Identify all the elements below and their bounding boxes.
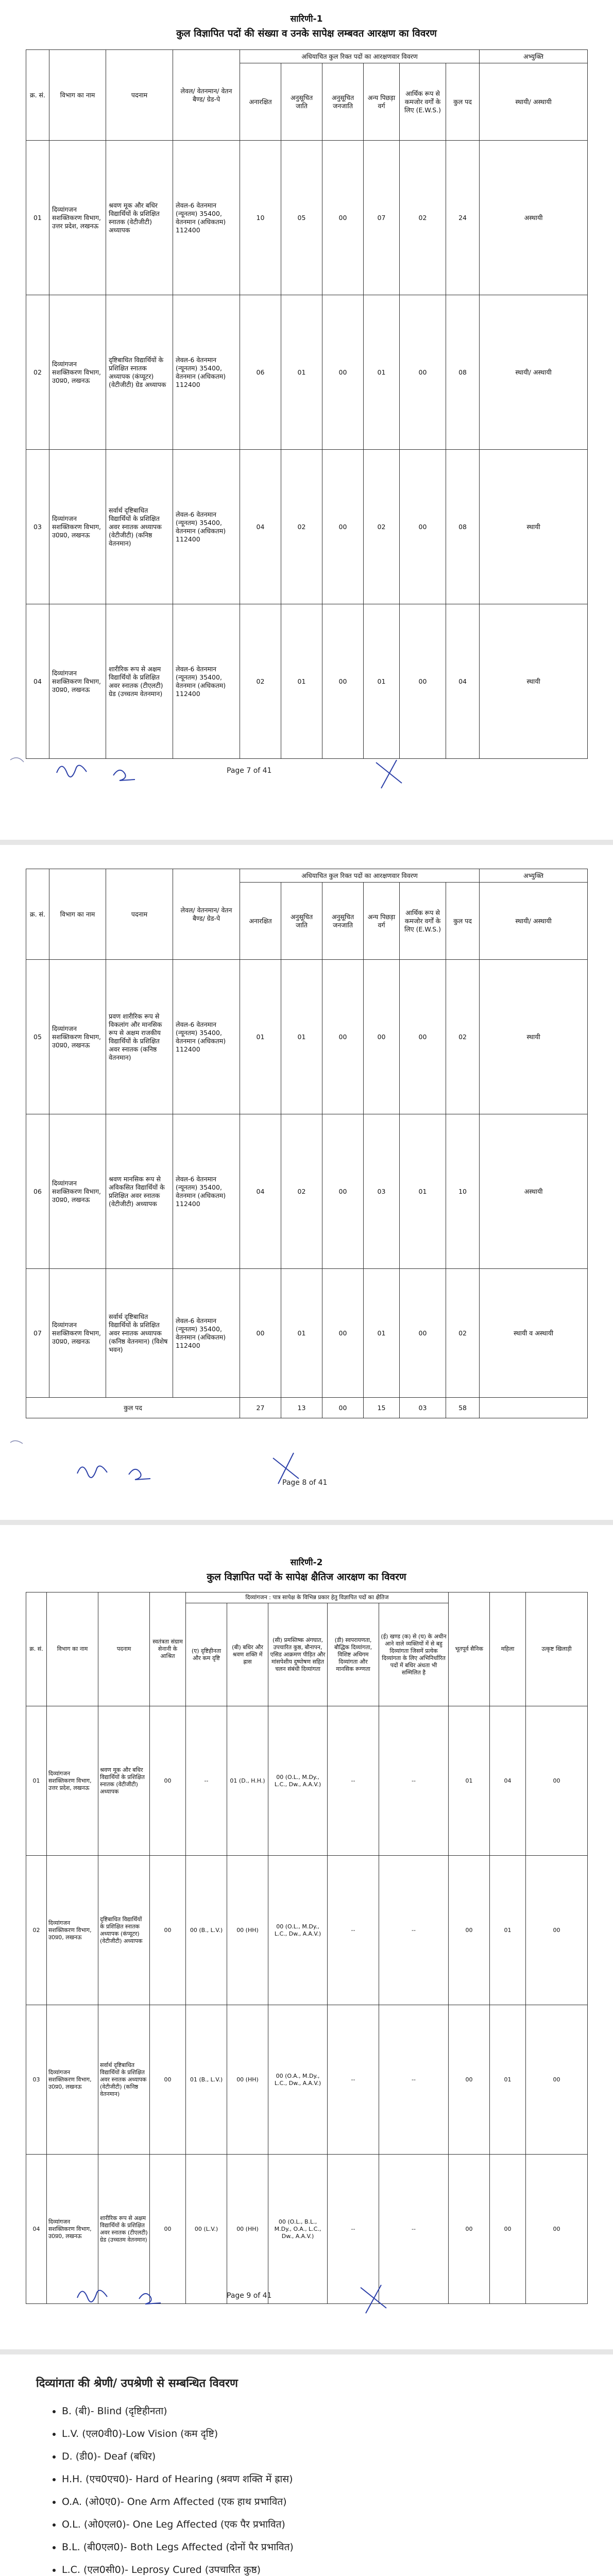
- cell-sn: 05: [26, 960, 49, 1114]
- table-row: [26, 141, 588, 295]
- cell-dept: दिव्यांगजन सशक्तिकरण विभाग, उ0प्र0, लखनऊ: [49, 960, 106, 1114]
- header-sports: उत्कृष्ट खिलाड़ी: [526, 1592, 588, 1706]
- horizontal-reservation-table: [26, 1592, 588, 2304]
- vertical-reservation-table-part2: [26, 869, 588, 1418]
- cell-ur: 04: [240, 450, 281, 604]
- cell-ews: 00: [400, 604, 446, 759]
- annex2-title: कुल विज्ञापित पदों के सापेक्ष क्षैतिज आरक्षण का विवरण: [207, 1571, 406, 1583]
- header-sn: क्र. सं.: [26, 1592, 47, 1706]
- cell-remark: स्थायी व अस्थायी: [480, 1269, 588, 1398]
- cell-b: 01 (D., H.H.): [227, 1706, 268, 1856]
- cell-dept: दिव्यांगजन सशक्तिकरण विभाग, उ0प्र0, लखनऊ: [49, 450, 106, 604]
- header-ur: अनारक्षित: [240, 883, 281, 960]
- header-post: पदनाम: [106, 50, 173, 141]
- header-ex-servicemen: भूतपूर्व सैनिक: [449, 1592, 490, 1706]
- disability-category-list: [36, 2375, 327, 2576]
- header-cat-c: (सी) प्रमस्तिष्क अंगघात, उपचारित कुष्ठ, बौनापन, एसिड आक्रमण पीड़ित और मांसपेशीय दुष्पोषण सहित चलन संबंधी दिव्यांगता: [268, 1603, 328, 1706]
- cell-d: --: [328, 2005, 379, 2155]
- list-item: • H.H. (एच0एच0)- Hard of Hearing (श्रवण शक्ति में ह्रास): [62, 2468, 327, 2490]
- cell-ff: 00: [150, 2155, 186, 2304]
- cell-st: 00: [322, 1114, 364, 1269]
- cell-w: 00: [490, 2155, 526, 2304]
- cell-d: --: [328, 1706, 379, 1856]
- total-ur: 27: [240, 1398, 281, 1418]
- cell-ur: 00: [240, 1269, 281, 1398]
- signature-scribbles: [0, 752, 613, 799]
- cell-total: 04: [446, 604, 480, 759]
- header-cat-a: (ए) दृष्टिहीनता और कम दृष्टि: [186, 1603, 227, 1706]
- cell-level: लेवल-6 वेतनमान (न्यूनतम) 35400, वेतनमान (अधिकतम) 112400: [173, 960, 240, 1114]
- cell-sc: 01: [281, 1269, 322, 1398]
- cell-sn: 01: [26, 1706, 47, 1856]
- header-total: कुल पद: [446, 883, 480, 960]
- header-sn: क्र. सं.: [26, 50, 49, 141]
- cell-sc: 02: [281, 450, 322, 604]
- annex1-label: सारिणी-1: [290, 14, 323, 24]
- header-sn: क्र. सं.: [26, 869, 49, 960]
- header-obc: अन्य पिछड़ा वर्ग: [364, 63, 400, 141]
- page-number: Page 9 of 41: [227, 2292, 272, 2300]
- header-cat-e: (ई) खण्ड (क) से (घ) के अधीन आने वाले व्यक्तियों में से बहु दिव्यांगता जिसमें प्रत्येक दिव्यांगता के लिए अभिनिर्धारित पदों में बधिर अंधता भी सम्मिलित है: [379, 1603, 449, 1706]
- total-ews: 03: [400, 1398, 446, 1418]
- signature-strip: [0, 2277, 613, 2308]
- cell-dept: दिव्यांगजन सशक्तिकरण विभाग, उत्तर प्रदेश, लखनऊ: [49, 141, 106, 295]
- cell-ff: 00: [150, 2005, 186, 2155]
- cell-st: 00: [322, 604, 364, 759]
- cell-level: लेवल-6 वेतनमान (न्यूनतम) 35400, वेतनमान (अधिकतम) 112400: [173, 450, 240, 604]
- document-page-10: [0, 2354, 613, 2576]
- cell-remark: स्थायी: [480, 604, 588, 759]
- cell-post: श्रवण मूक और बधिर विद्यार्थियों के प्रशिक्षित स्नातक (वेटीजीटी) अध्यापक: [106, 141, 173, 295]
- cell-st: 00: [322, 960, 364, 1114]
- list-item: • O.L. (ओ0एल0)- One Leg Affected (एक पैर प्रभावित): [62, 2513, 327, 2536]
- cell-sp: 00: [526, 2155, 588, 2304]
- list-item: • L.V. (एल0वी0)-Low Vision (कम दृष्टि): [62, 2422, 327, 2445]
- header-ews: आर्थिक रूप से कमजोर वर्गों के लिए (E.W.S.): [400, 883, 446, 960]
- cell-sc: 01: [281, 960, 322, 1114]
- cell-a: 00 (L.V.): [186, 2155, 227, 2304]
- header-ur: अनारक्षित: [240, 63, 281, 141]
- document-page-8: [0, 845, 613, 1520]
- signature-scribbles: [0, 2277, 613, 2324]
- table-row: [26, 1114, 588, 1269]
- header-dept: विभाग का नाम: [49, 869, 106, 960]
- cell-st: 00: [322, 295, 364, 450]
- cell-b: 00 (HH): [227, 1856, 268, 2005]
- cell-sn: 03: [26, 450, 49, 604]
- page-number: Page 7 of 41: [227, 767, 272, 775]
- cell-a: 00 (B., L.V.): [186, 1856, 227, 2005]
- cell-d: --: [328, 1856, 379, 2005]
- cell-sn: 01: [26, 141, 49, 295]
- cell-e: --: [379, 1706, 449, 1856]
- cell-sp: 00: [526, 1856, 588, 2005]
- cell-obc: 02: [364, 450, 400, 604]
- cell-sn: 02: [26, 295, 49, 450]
- list-item: • D. (डी0)- Deaf (बधिर): [62, 2445, 327, 2468]
- header-remark: अभ्युक्ति: [480, 869, 588, 883]
- table-row: [26, 295, 588, 450]
- cell-b: 00 (HH): [227, 2155, 268, 2304]
- annex1-title: कुल विज्ञापित पदों की संख्या व उनके सापेक्ष लम्बवत आरक्षण का विवरण: [176, 28, 437, 39]
- header-sc: अनुसूचित जाति: [281, 883, 322, 960]
- cell-a: 01 (B., L.V.): [186, 2005, 227, 2155]
- page-separator: [0, 2349, 613, 2354]
- cell-dept: दिव्यांगजन सशक्तिकरण विभाग, उ0प्र0, लखनऊ: [49, 295, 106, 450]
- signature-strip: [0, 1437, 613, 1487]
- cell-post: सर्वार्थ दृष्टिबाधित विद्यार्थियों के प्रशिक्षित अवर स्नातक अध्यापक (वेटीजीटी) (कनिष्ठ वेतनमान): [106, 450, 173, 604]
- cell-total: 02: [446, 1269, 480, 1398]
- cell-w: 01: [490, 1856, 526, 2005]
- cell-ex: 00: [449, 2155, 490, 2304]
- cell-level: लेवल-6 वेतनमान (न्यूनतम) 35400, वेतनमान (अधिकतम) 112400: [173, 295, 240, 450]
- cell-post: सर्वार्थ दृष्टिबाधित विद्यार्थियों के प्रशिक्षित अवर स्नातक अध्यापक (कनिष्ठ वेतनमान) (विशेष भवन): [106, 1269, 173, 1398]
- header-level: लेवल/ वेतनमान/ वेतन बैण्ड/ ग्रेड-पे: [173, 869, 240, 960]
- header-total: कुल पद: [446, 63, 480, 141]
- cell-ur: 06: [240, 295, 281, 450]
- cell-level: लेवल-6 वेतनमान (न्यूनतम) 35400, वेतनमान (अधिकतम) 112400: [173, 604, 240, 759]
- header-post: पदनाम: [106, 869, 173, 960]
- cell-sn: 02: [26, 1856, 47, 2005]
- cell-post: शारीरिक रूप से अक्षम विद्यार्थियों के प्रशिक्षित अवर स्नातक (टीएलटी) ग्रेड (उच्चतम वेतनमान): [106, 604, 173, 759]
- list-item: • B. (बी)- Blind (दृष्टिहीनता): [62, 2400, 327, 2422]
- total-obc: 15: [364, 1398, 400, 1418]
- cell-sc: 01: [281, 604, 322, 759]
- cell-sc: 05: [281, 141, 322, 295]
- header-group: अधियाचित कुल रिक्त पदों का आरक्षणवार विवरण: [240, 869, 480, 883]
- cell-sn: 06: [26, 1114, 49, 1269]
- cell-d: --: [328, 2155, 379, 2304]
- cell-level: लेवल-6 वेतनमान (न्यूनतम) 35400, वेतनमान (अधिकतम) 112400: [173, 141, 240, 295]
- cell-total: 08: [446, 295, 480, 450]
- cell-ff: 00: [150, 1706, 186, 1856]
- total-sc: 13: [281, 1398, 322, 1418]
- total-st: 00: [322, 1398, 364, 1418]
- cell-remark: स्थायी: [480, 960, 588, 1114]
- cell-st: 00: [322, 1269, 364, 1398]
- cell-w: 04: [490, 1706, 526, 1856]
- cell-e: --: [379, 2155, 449, 2304]
- cell-ews: 00: [400, 295, 446, 450]
- cell-sp: 00: [526, 1706, 588, 1856]
- cell-ews: 00: [400, 450, 446, 604]
- table-row: [26, 2005, 588, 2155]
- list-item: • O.A. (ओ0ए0)- One Arm Affected (एक हाथ प्रभावित): [62, 2490, 327, 2513]
- cell-dept: दिव्यांगजन सशक्तिकरण विभाग, उ0प्र0, लखनऊ: [47, 2005, 98, 2155]
- cell-ex: 00: [449, 2005, 490, 2155]
- cell-total: 10: [446, 1114, 480, 1269]
- cell-sn: 03: [26, 2005, 47, 2155]
- header-ews: आर्थिक रूप से कमजोर वर्गों के लिए (E.W.S.): [400, 63, 446, 141]
- page-separator: [0, 1520, 613, 1525]
- cell-ex: 01: [449, 1706, 490, 1856]
- cell-sc: 02: [281, 1114, 322, 1269]
- cell-st: 00: [322, 141, 364, 295]
- cell-w: 01: [490, 2005, 526, 2155]
- header-freedom-fighter: स्वतंत्रता संग्राम सेनानी के आश्रित: [150, 1592, 186, 1706]
- header-group: अधियाचित कुल रिक्त पदों का आरक्षणवार विवरण: [240, 50, 480, 63]
- cell-total: 24: [446, 141, 480, 295]
- cell-remark: अस्थायी: [480, 1114, 588, 1269]
- cell-post: प्रवण शारीरिक रूप से विकलांग और मानसिक रूप से अक्षम राजकीय विद्यार्थियों के प्रशिक्षित अवर स्नातक (कनिष्ठ वेतनमान): [106, 960, 173, 1114]
- cell-sn: 07: [26, 1269, 49, 1398]
- cell-c: 00 (O.L., M.Dy., L.C., Dw., A.A.V.): [268, 1856, 328, 2005]
- cell-ff: 00: [150, 1856, 186, 2005]
- cell-dept: दिव्यांगजन सशक्तिकरण विभाग, उ0प्र0, लखनऊ: [49, 1269, 106, 1398]
- cell-post: दृष्टिबाधित विद्यार्थियों के प्रशिक्षित स्नातक अध्यापक (कंप्यूटर) (वेटीजीटी) ग्रेड अध्यापक: [106, 295, 173, 450]
- cell-post: सर्वार्थ दृष्टिबाधित विद्यार्थियों के प्रशिक्षित अवर स्नातक अध्यापक (वेटीजीटी) (कनिष्ठ वेतनमान): [98, 2005, 150, 2155]
- vertical-reservation-table-part1: [26, 49, 588, 759]
- cell-post: श्रवण मूक और बधिर विद्यार्थियों के प्रशिक्षित स्नातक (वेटीजीटी) अध्यापक: [98, 1706, 150, 1856]
- cell-dept: दिव्यांगजन सशक्तिकरण विभाग, उ0प्र0, लखनऊ: [47, 2155, 98, 2304]
- cell-obc: 07: [364, 141, 400, 295]
- header-sc: अनुसूचित जाति: [281, 63, 322, 141]
- cell-e: --: [379, 2005, 449, 2155]
- cell-obc: 01: [364, 604, 400, 759]
- table-row: [26, 604, 588, 759]
- cell-c: 00 (O.L., B.L., M.Dy., O.A., L.C., Dw., A.A.V.): [268, 2155, 328, 2304]
- cell-obc: 01: [364, 295, 400, 450]
- cell-c: 00 (O.A., M.Dy., L.C., Dw., A.A.V.): [268, 2005, 328, 2155]
- cell-dept: दिव्यांगजन सशक्तिकरण विभाग, उ0प्र0, लखनऊ: [49, 1114, 106, 1269]
- table-row: [26, 1269, 588, 1398]
- table-row: [26, 1706, 588, 1856]
- cell-remark: अस्थायी: [480, 141, 588, 295]
- cell-ews: 01: [400, 1114, 446, 1269]
- cell-post: शारीरिक रूप से अक्षम विद्यार्थियों के प्रशिक्षित अवर स्नातक (टीएलटी) ग्रेड (उच्चतम वेतनमान): [98, 2155, 150, 2304]
- page-separator: [0, 840, 613, 845]
- cell-total: 08: [446, 450, 480, 604]
- header-post: पदनाम: [98, 1592, 150, 1706]
- disability-list-title: दिव्यांगता की श्रेणी/ उपश्रेणी से सम्बन्धित विवरण: [36, 2377, 238, 2390]
- cell-level: लेवल-6 वेतनमान (न्यूनतम) 35400, वेतनमान (अधिकतम) 112400: [173, 1114, 240, 1269]
- cell-post: दृष्टिबाधित विद्यार्थियों के प्रशिक्षित स्नातक अध्यापक (कंप्यूटर) (वेटीजीटी) अध्यापक: [98, 1856, 150, 2005]
- header-remark: अभ्युक्ति: [480, 50, 588, 63]
- cell-sn: 04: [26, 2155, 47, 2304]
- cell-dept: दिव्यांगजन सशक्तिकरण विभाग, उ0प्र0, लखनऊ: [49, 604, 106, 759]
- table-row: [26, 450, 588, 604]
- total-row: [26, 1398, 588, 1418]
- table-row: [26, 1856, 588, 2005]
- header-st: अनुसूचित जनजाति: [322, 63, 364, 141]
- cell-ews: 00: [400, 960, 446, 1114]
- header-dept: विभाग का नाम: [49, 50, 106, 141]
- cell-sn: 04: [26, 604, 49, 759]
- list-item: • L.C. (एल0सी0)- Leprosy Cured (उपचारित कुष्ठ): [62, 2558, 327, 2576]
- cell-st: 00: [322, 450, 364, 604]
- cell-remark: स्थायी/ अस्थायी: [480, 295, 588, 450]
- total-remark-empty: [480, 1398, 588, 1418]
- cell-ur: 02: [240, 604, 281, 759]
- cell-post: श्रवण मानसिक रूप से अविकसित विद्यार्थियों के प्रशिक्षित अवर स्नातक (वेटीजीटी) अध्यापक: [106, 1114, 173, 1269]
- document-page-7: [0, 0, 613, 840]
- table-row: [26, 960, 588, 1114]
- cell-e: --: [379, 1856, 449, 2005]
- total-label: कुल पद: [26, 1398, 240, 1418]
- cell-ews: 00: [400, 1269, 446, 1398]
- cell-obc: 03: [364, 1114, 400, 1269]
- signature-strip: [0, 752, 613, 783]
- cell-dept: दिव्यांगजन सशक्तिकरण विभाग, उ0प्र0, लखनऊ: [47, 1856, 98, 2005]
- header-level: लेवल/ वेतनमान/ वेतन बैण्ड/ ग्रेड-पे: [173, 50, 240, 141]
- cell-ews: 02: [400, 141, 446, 295]
- cell-obc: 00: [364, 960, 400, 1114]
- document-page-9: [0, 1525, 613, 2349]
- cell-obc: 01: [364, 1269, 400, 1398]
- cell-c: 00 (O.L., M.Dy., L.C., Dw., A.A.V.): [268, 1706, 328, 1856]
- cell-level: लेवल-6 वेतनमान (न्यूनतम) 35400, वेतनमान (अधिकतम) 112400: [173, 1269, 240, 1398]
- cell-ex: 00: [449, 1856, 490, 2005]
- list-item: • B.L. (बी0एल0)- Both Legs Affected (दोनों पैर प्रभावित): [62, 2536, 327, 2558]
- total-total: 58: [446, 1398, 480, 1418]
- cell-sp: 00: [526, 2005, 588, 2155]
- cell-ur: 04: [240, 1114, 281, 1269]
- header-perm: स्थायी/ अस्थायी: [480, 63, 588, 141]
- cell-ur: 10: [240, 141, 281, 295]
- cell-ur: 01: [240, 960, 281, 1114]
- header-perm: स्थायी/ अस्थायी: [480, 883, 588, 960]
- page-number: Page 8 of 41: [282, 1479, 328, 1487]
- cell-b: 00 (HH): [227, 2005, 268, 2155]
- cell-remark: स्थायी: [480, 450, 588, 604]
- header-obc: अन्य पिछड़ा वर्ग: [364, 883, 400, 960]
- header-women: महिला: [490, 1592, 526, 1706]
- header-dept: विभाग का नाम: [47, 1592, 98, 1706]
- header-st: अनुसूचित जनजाति: [322, 883, 364, 960]
- cell-dept: दिव्यांगजन सशक्तिकरण विभाग, उत्तर प्रदेश, लखनऊ: [47, 1706, 98, 1856]
- cell-sc: 01: [281, 295, 322, 450]
- annex2-label: सारिणी-2: [290, 1557, 323, 1568]
- cell-a: --: [186, 1706, 227, 1856]
- header-cat-b: (बी) बधिर और श्रवण शक्ति में ह्रास: [227, 1603, 268, 1706]
- header-cat-d: (डी) स्वपरायणता, बौद्धिक दिव्यांगता, विशिष्ट अधिगम दिव्यांगता और मानसिक रूग्णता: [328, 1603, 379, 1706]
- cell-total: 02: [446, 960, 480, 1114]
- header-group: दिव्यांगजन : पात्र सापेक्ष के विभिन्न प्रकार हेतु विज्ञापित पदों का क्षैतिज: [186, 1592, 449, 1603]
